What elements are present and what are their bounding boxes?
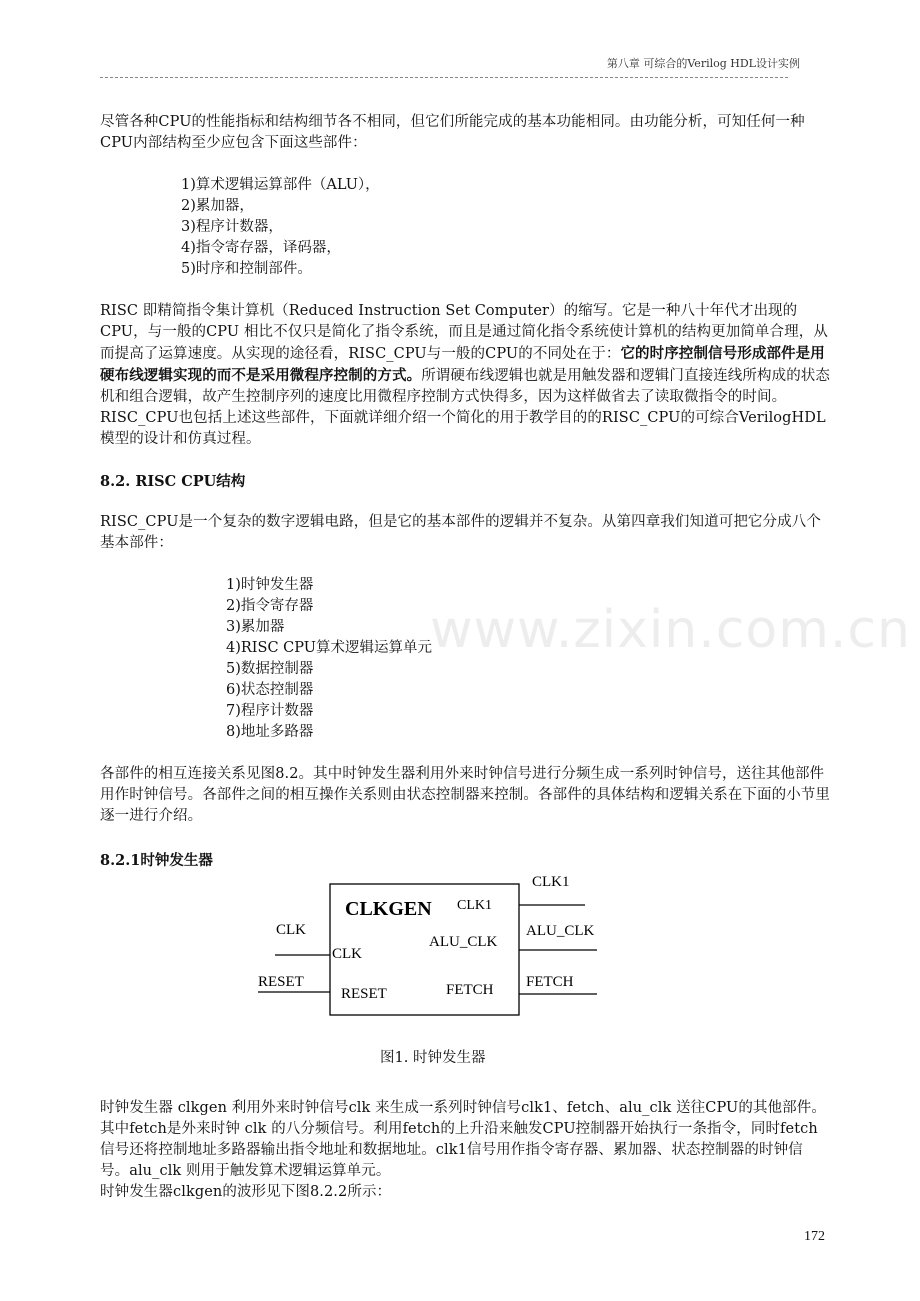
figure-caption: 图1. 时钟发生器 — [380, 1050, 486, 1066]
clk1-outer-label: CLK1 — [532, 874, 570, 890]
aluclk-inner-label: ALU_CLK — [429, 934, 498, 950]
reset-inner-label: RESET — [341, 986, 387, 1002]
intro-paragraph: 尽管各种CPU的性能指标和结构细节各不相同，但它们所能完成的基本功能相同。由功能分析，可知任何一种CPU内部结构至少应包含下面这些部件： — [100, 114, 805, 151]
block-name: CLKGEN — [345, 898, 432, 920]
chapter-header: 第八章 可综合的Verilog HDL设计实例 — [606, 57, 800, 70]
clkgen-block — [330, 884, 519, 1015]
fetch-inner-label: FETCH — [446, 982, 494, 998]
risc-text-2: 所谓硬布线逻辑也就是用触发器和逻辑门直接连线所构成的状态机和组合逻辑，故产生控制序列的速度比用微程序控制方式快得多，因为这样做省去了读取微指令的时间。RISC_CPU也包括上述这些部件，下面就详细介绍一个简化的用于教学目的的RISC_CPU的可综合VerilogHDL模型的设计和仿真过程。 — [100, 368, 831, 447]
list-item: 3)程序计数器， — [181, 219, 283, 235]
clk1-inner-label: CLK1 — [457, 898, 492, 913]
risc-text-1: RISC 即精简指令集计算机（Reduced Instruction Set Computer）的缩写。它是一种八十年代才出现的CPU，与一般的CPU 相比不仅只是简化了指令系统，而且是通过简化指令系统使计算机的结构更加简单合理，从而提高了运算速度。从实现的途径看，RISC_CPU与一般的CPU的不同处在于： — [100, 303, 828, 362]
clk-outer-label: CLK — [276, 922, 306, 938]
section-8-2-paragraph: RISC_CPU是一个复杂的数字逻辑电路，但是它的基本部件的逻辑并不复杂。从第四章我们知道可把它分成八个基本部件： — [100, 514, 821, 551]
list-item: 2)指令寄存器 — [226, 598, 314, 614]
list-item: 3)累加器 — [226, 619, 285, 635]
aluclk-outer-label: ALU_CLK — [526, 923, 595, 939]
risc-bold-text: 它的时序控制信号形成部件是用硬布线逻辑实现的而不是采用微程序控制的方式。 — [100, 345, 825, 384]
list-item: 1)时钟发生器 — [226, 577, 314, 593]
section-heading-8-2: 8.2. RISC CPU结构 — [100, 473, 246, 490]
list-item: 8)地址多路器 — [226, 724, 314, 740]
section-heading-8-2-1: 8.2.1时钟发生器 — [100, 852, 213, 869]
list-item: 4)指令寄存器，译码器， — [181, 240, 341, 256]
list-item: 5)时序和控制部件。 — [181, 261, 312, 277]
clk-inner-label: CLK — [332, 946, 362, 962]
risc-paragraph — [100, 301, 830, 450]
list-item: 4)RISC CPU算术逻辑运算单元 — [226, 640, 432, 656]
clkgen-paragraph-2: 时钟发生器clkgen的波形见下图8.2.2所示： — [100, 1184, 392, 1200]
clkgen-paragraph: 时钟发生器 clkgen 利用外来时钟信号clk 来生成一系列时钟信号clk1、fetch、alu_clk 送往CPU的其他部件。其中fetch是外来时钟 clk 的八分频信号。利用fetch的上升沿来触发CPU控制器开始执行一条指令，同时fetch信号还将控制地址多路器输出指令地址和数据地址。clk1信号用作指令寄存器、累加器、状态控制器的时钟信号。alu_clk 则用于触发算术逻辑运算单元。 — [100, 1100, 826, 1179]
watermark: www.zixin.com.cn — [430, 600, 911, 660]
page-number: 172 — [804, 1229, 825, 1244]
list-item: 7)程序计数器 — [226, 703, 314, 719]
header-divider — [100, 77, 788, 78]
list-item: 5)数据控制器 — [226, 661, 314, 677]
fetch-outer-label: FETCH — [526, 974, 574, 990]
section-8-2-paragraph-2: 各部件的相互连接关系见图8.2。其中时钟发生器利用外来时钟信号进行分频生成一系列时钟信号，送往其他部件用作时钟信号。各部件之间的相互操作关系则由状态控制器来控制。各部件的具体结构和逻辑关系在下面的小节里逐一进行介绍。 — [100, 766, 830, 824]
list-item: 6)状态控制器 — [226, 682, 314, 698]
component-list — [181, 175, 380, 280]
list-item: 1)算术逻辑运算部件（ALU）， — [181, 177, 380, 193]
reset-outer-label: RESET — [258, 974, 304, 990]
part-list — [226, 575, 432, 743]
list-item: 2)累加器， — [181, 198, 254, 214]
